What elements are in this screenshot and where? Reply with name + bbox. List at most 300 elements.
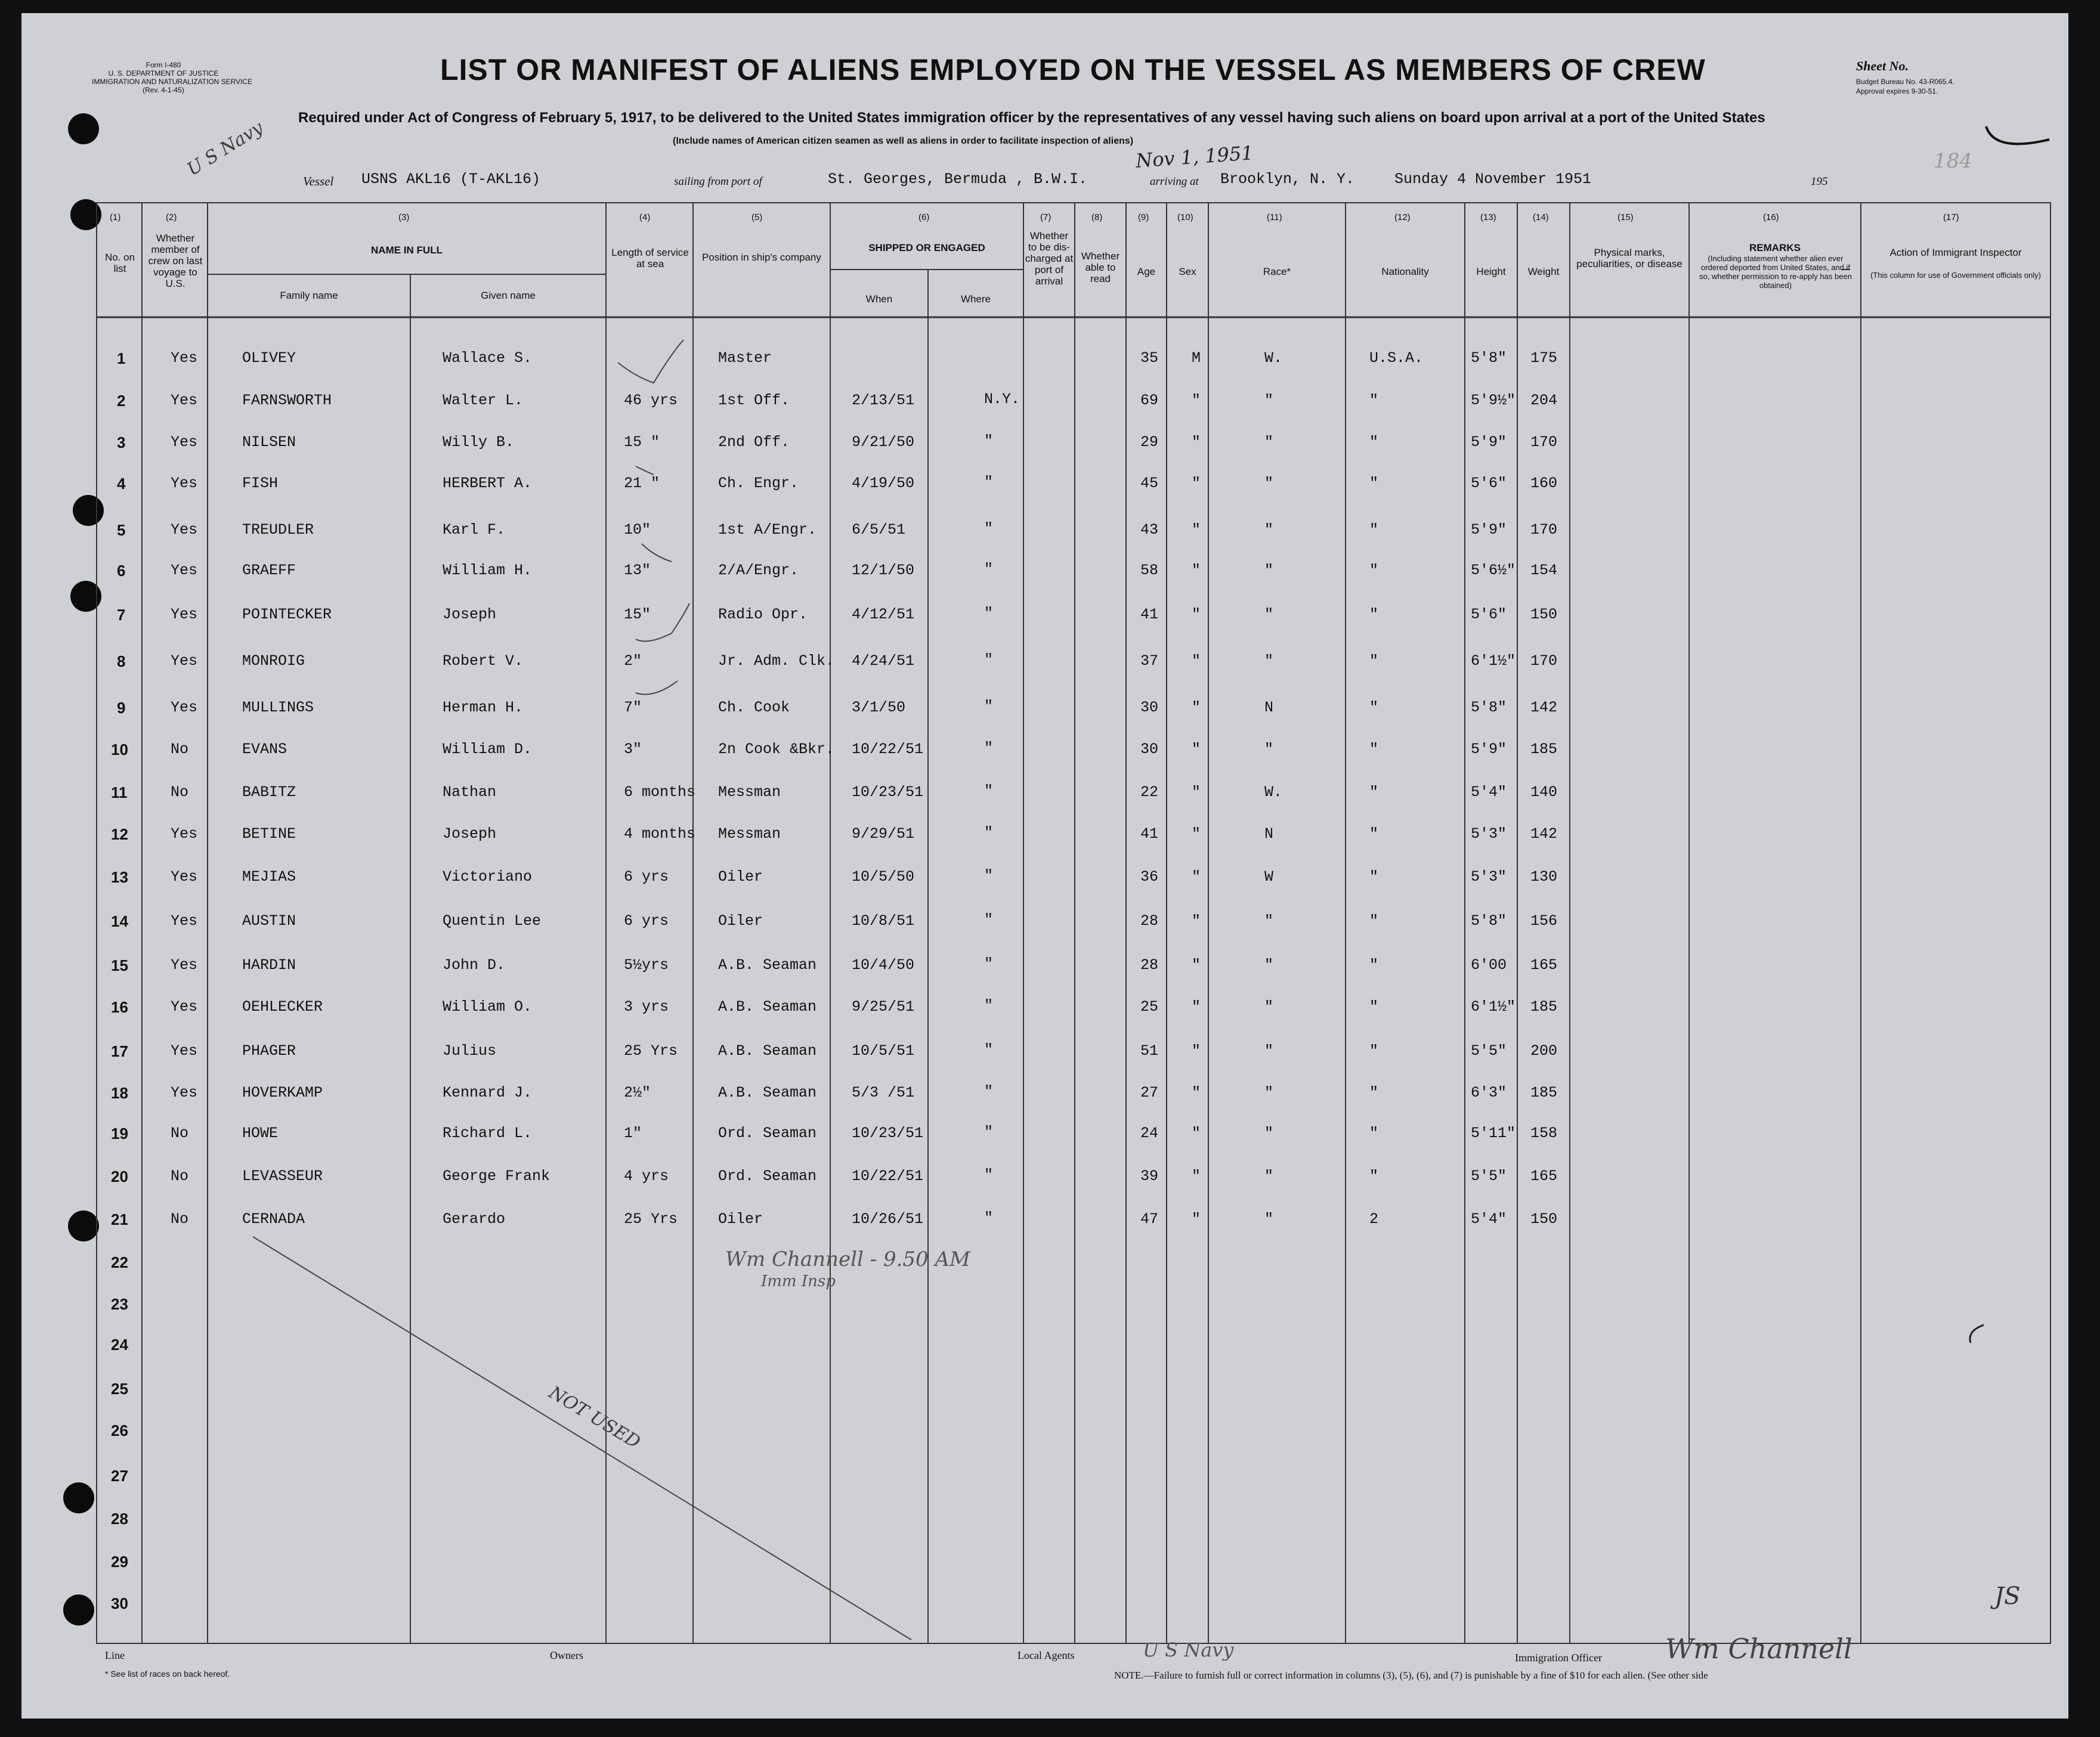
row-number: 19 [111,1125,128,1142]
row-given: George Frank [443,1168,550,1185]
row-service: 46 yrs [624,392,678,409]
column-lines [142,203,1861,1643]
row-number: 6 [117,562,126,580]
row-race: " [1264,392,1274,409]
row-age: 45 [1140,475,1159,492]
row-weight: 170 [1530,652,1558,670]
row-family: AUSTIN [242,912,296,930]
row-weight: 185 [1530,998,1558,1015]
row-when: 6/5/51 [852,521,906,538]
row-sex: M [1192,349,1201,367]
row-position: Ch. Engr. [718,475,799,492]
row-given: William D. [443,741,533,758]
row-member: Yes [171,1042,198,1060]
row-when: 10/22/51 [852,1168,924,1185]
budget-line-1: Budget Bureau No. 43-R065.4. [1856,78,1954,86]
row-nat: " [1369,741,1379,758]
row-family: POINTECKER [242,606,332,623]
row-when: 4/24/51 [852,652,915,670]
row-nat: " [1369,652,1379,670]
row-weight: 150 [1530,606,1558,623]
row-given: Herman H. [443,699,524,716]
vessel-label: Vessel [303,174,334,188]
row-where: " [984,1041,994,1058]
row-position: Ord. Seaman [718,1168,817,1185]
row-service: 25 Yrs [624,1210,678,1228]
row-position: Oiler [718,1210,763,1228]
row-when: 9/25/51 [852,998,915,1015]
row-member: No [171,1168,189,1185]
row-position: 1st A/Engr. [718,521,817,538]
row-member: Yes [171,521,198,538]
signature-note: Wm Channell - 9.50 AM [725,1247,970,1271]
row-member: Yes [171,349,198,367]
row-position: Messman [718,825,781,843]
col-num-11: (11) [1267,212,1282,222]
row-nat: " [1369,392,1379,409]
footer-officer-label: Immigration Officer [1515,1652,1603,1664]
row-number: 12 [111,825,128,843]
row-when: 10/5/51 [852,1042,915,1060]
header-age: Age [1137,266,1156,277]
row-given: Gerardo [443,1210,506,1228]
row-race: " [1264,956,1274,974]
note-line: (Include names of American citizen seamen as well as aliens in order to facilitate inspection of aliens) [673,136,1134,146]
row-family: CERNADA [242,1210,305,1228]
row-when: 2/13/51 [852,392,915,409]
row-age: 28 [1140,912,1159,930]
row-position: A.B. Seaman [718,998,817,1015]
row-where: " [984,782,994,800]
row-height: 6'1½" [1471,998,1516,1015]
col-num-12: (12) [1394,212,1411,222]
row-position: A.B. Seaman [718,956,817,974]
year-suffix: 195 [1811,175,1828,188]
row-position: Jr. Adm. Clk. [718,652,835,670]
row-race: " [1264,521,1274,538]
header-physical: Physical marks, peculiarities, or disease [1576,247,1683,270]
row-race: " [1264,912,1274,930]
row-when: 10/23/51 [852,1125,924,1142]
row-service: 1" [624,1125,642,1142]
margin-note: U S Navy [183,117,267,181]
header-name-in-full: NAME IN FULL [371,244,443,256]
row-nat: " [1369,998,1379,1015]
row-age: 25 [1140,998,1159,1015]
row-given: William O. [443,998,533,1015]
row-member: Yes [171,562,198,579]
footer-line-label: Line [105,1649,125,1661]
row-member: Yes [171,998,198,1015]
footer-races-note: * See list of races on back hereof. [105,1669,230,1679]
form-subtitle: Required under Act of Congress of February 5, 1917, to be delivered to the United States immigration officer by the representatives of any vessel having such aliens on board upon arrival at a port of the United States [298,110,1765,126]
row-where: " [984,698,994,715]
row-height: 5'9½" [1471,392,1516,409]
row-age: 58 [1140,562,1159,579]
corner-check-mark [1986,126,2049,144]
row-height: 5'3" [1471,825,1507,843]
row-service: 3 yrs [624,998,669,1015]
row-sex: " [1192,521,1201,538]
row-when: 10/22/51 [852,741,924,758]
row-race: W. [1264,784,1283,801]
row-number: 9 [117,699,126,717]
row-member: Yes [171,434,198,451]
row-height: 5'8" [1471,349,1507,367]
row-weight: 150 [1530,1210,1558,1228]
row-race: " [1264,1042,1274,1060]
col-num-6: (6) [918,212,930,222]
row-number: 10 [111,741,128,758]
row-age: 27 [1140,1084,1159,1101]
row-number: 13 [111,868,128,886]
row-where: " [984,1083,994,1100]
row-number: 3 [117,434,126,451]
row-age: 30 [1140,741,1159,758]
date-value: Sunday 4 November 1951 [1394,171,1592,188]
row-race: " [1264,1125,1274,1142]
row-number: 18 [111,1084,128,1102]
row-family: BABITZ [242,784,296,801]
row-number: 17 [111,1042,128,1060]
row-number: 1 [117,349,126,367]
row-service: 21 " [624,475,660,492]
row-age: 28 [1140,956,1159,974]
row-age: 24 [1140,1125,1159,1142]
row-sex: " [1192,784,1201,801]
header-sex: Sex [1179,266,1196,277]
row-nat: " [1369,606,1379,623]
row-weight: 158 [1530,1125,1558,1142]
row-race: " [1264,652,1274,670]
row-sex: " [1192,1168,1201,1185]
row-family: OEHLECKER [242,998,323,1015]
row-when: 4/12/51 [852,606,915,623]
row-sex: " [1192,562,1201,579]
signature-note-2: Imm Insp [761,1272,836,1290]
revision: (Rev. 4-1-45) [143,86,184,94]
row-where: " [984,1166,994,1184]
row-weight: 140 [1530,784,1558,801]
row-family: HOVERKAMP [242,1084,323,1101]
row-race: " [1264,741,1274,758]
row-family: FARNSWORTH [242,392,332,409]
row-age: 41 [1140,606,1159,623]
row-position: 1st Off. [718,392,790,409]
row-given: Joseph [443,825,497,843]
form-number: Form I-480 [146,61,181,69]
row-position: Messman [718,784,781,801]
department: U. S. DEPARTMENT OF JUSTICE [108,69,219,78]
row-number: 23 [111,1295,128,1313]
row-height: 5'3" [1471,868,1507,885]
header-remarks-note: (Including statement whether alien ever ordered deported from United States, and if so, whether permission to re-apply has been obtained) [1699,254,1852,290]
header-remarks: REMARKS [1749,242,1801,253]
row-race: " [1264,606,1274,623]
row-number: 22 [111,1253,128,1271]
header-shipped: SHIPPED OR ENGAGED [868,242,985,253]
row-member: Yes [171,868,198,885]
row-service: 6 yrs [624,868,669,885]
row-where: " [984,1209,994,1227]
header-action: Action of Immigrant Inspector [1889,247,2022,258]
col-num-17: (17) [1943,212,1959,222]
row-height: 5'8" [1471,699,1507,716]
col-num-16: (16) [1763,212,1779,222]
row-sex: " [1192,1084,1201,1101]
row-nat: " [1369,434,1379,451]
row-given: Julius [443,1042,497,1060]
row-number: 30 [111,1594,128,1612]
row-age: 51 [1140,1042,1159,1060]
row-when: 10/8/51 [852,912,915,930]
row-family: FISH [242,475,279,492]
col-num-9: (9) [1138,212,1149,222]
row-nat: U.S.A. [1369,349,1424,367]
row-nat: " [1369,825,1379,843]
row-family: HARDIN [242,956,296,974]
arriving-value: Brooklyn, N. Y. [1220,171,1355,188]
row-age: 37 [1140,652,1159,670]
row-given: Wallace S. [443,349,533,367]
row-height: 5'5" [1471,1168,1507,1185]
row-age: 47 [1140,1210,1159,1228]
row-nat: " [1369,912,1379,930]
row-race: " [1264,1084,1274,1101]
row-member: Yes [171,699,198,716]
row-where: " [984,911,994,928]
row-height: 5'11" [1471,1125,1516,1142]
row-sex: " [1192,1042,1201,1060]
row-position: Radio Opr. [718,606,808,623]
row-where: " [984,1123,994,1141]
footer-note: NOTE.—Failure to furnish full or correct information in columns (3), (5), (6), and (7) is punishable by a fine of $10 for each alien. (See other side [1114,1670,1708,1681]
row-race: N [1264,699,1274,716]
row-height: 5'9" [1471,434,1507,451]
header-family-name: Family name [280,290,338,301]
row-nat: " [1369,1084,1379,1101]
row-weight: 170 [1530,521,1558,538]
footer-owners-label: Owners [550,1649,583,1661]
row-position: Oiler [718,868,763,885]
row-given: Richard L. [443,1125,533,1142]
row-number: 8 [117,652,126,670]
row-family: GRAEFF [242,562,296,579]
row-sex: " [1192,1210,1201,1228]
row-where: " [984,561,994,578]
row-given: Joseph [443,606,497,623]
row-service: 4 months [624,825,696,843]
col-num-10: (10) [1177,212,1193,222]
row-sex: " [1192,392,1201,409]
row-service: 4 yrs [624,1168,669,1185]
row-position: A.B. Seaman [718,1042,817,1060]
manifest-sheet [21,13,2068,1719]
row-number: 16 [111,998,128,1016]
row-weight: 130 [1530,868,1558,885]
row-height: 5'4" [1471,1210,1507,1228]
row-family: MEJIAS [242,868,296,885]
row-where: " [984,651,994,668]
row-family: PHAGER [242,1042,296,1060]
row-member: Yes [171,475,198,492]
header-where: Where [960,293,991,305]
row-given: William H. [443,562,533,579]
row-height: 5'6" [1471,606,1507,623]
row-number: 24 [111,1336,128,1354]
row-member: No [171,784,189,801]
row-service: 15 " [624,434,660,451]
row-where: " [984,473,994,491]
row-position: Ord. Seaman [718,1125,817,1142]
row-age: 43 [1140,521,1159,538]
row-race: " [1264,434,1274,451]
row-sex: " [1192,998,1201,1015]
service-name: IMMIGRATION AND NATURALIZATION SERVICE [92,78,253,86]
footer-agents-label: Local Agents [1017,1649,1075,1661]
row-family: BETINE [242,825,296,843]
header-nationality: Nationality [1381,266,1429,277]
row-family: MULLINGS [242,699,314,716]
header-action-note: (This column for use of Government officials only) [1870,271,2041,280]
row-age: 36 [1140,868,1159,885]
row-nat: " [1369,521,1379,538]
col-num-8: (8) [1091,212,1103,222]
row-family: MONROIG [242,652,305,670]
row-number: 26 [111,1422,128,1439]
row-nat: " [1369,1168,1379,1185]
sailing-label: sailing from port of [674,175,762,188]
col-num-5: (5) [751,212,763,222]
row-age: 69 [1140,392,1159,409]
row-weight: 142 [1530,699,1558,716]
row-number: 4 [117,475,126,493]
row-weight: 175 [1530,349,1558,367]
row-number: 7 [117,606,126,624]
row-where: " [984,605,994,622]
row-height: 5'9" [1471,741,1507,758]
arriving-label: arriving at [1150,175,1199,188]
header-race: Race* [1263,266,1291,277]
row-number: 29 [111,1553,128,1571]
row-nat: " [1369,956,1379,974]
row-race: " [1264,1168,1274,1185]
row-weight: 160 [1530,475,1558,492]
row-given: John D. [443,956,506,974]
vessel-value: USNS AKL16 (T-AKL16) [361,171,541,188]
row-nat: " [1369,1125,1379,1142]
row-service: 5½yrs [624,956,669,974]
row-service: 13" [624,562,651,579]
row-height: 5'4" [1471,784,1507,801]
row-age: 35 [1140,349,1159,367]
row-race: " [1264,1210,1274,1228]
row-number: 27 [111,1467,128,1485]
row-given: HERBERT A. [443,475,533,492]
row-family: HOWE [242,1125,279,1142]
row-sex: " [1192,1125,1201,1142]
header-position: Position in ship's company [702,252,821,263]
row-family: EVANS [242,741,287,758]
row-member: Yes [171,392,198,409]
row-when: 10/23/51 [852,784,924,801]
row-when: 10/5/50 [852,868,915,885]
row-when: 10/4/50 [852,956,915,974]
row-position: Oiler [718,912,763,930]
footer-officer-value: Wm Channell [1665,1633,1852,1665]
header-discharged: Whether to be dis-charged at port of arrival [1025,230,1074,287]
row-nat: " [1369,1042,1379,1060]
row-sex: " [1192,868,1201,885]
row-position: 2/A/Engr. [718,562,799,579]
row-position: Ch. Cook [718,699,790,716]
row-position: 2n Cook &Bkr. [718,741,835,758]
row-age: 22 [1140,784,1159,801]
row-family: TREUDLER [242,521,314,538]
sailing-value: St. Georges, Bermuda , B.W.I. [828,171,1088,188]
row-service: 7" [624,699,642,716]
row-age: 29 [1140,434,1159,451]
row-member: No [171,741,189,758]
row-nat: " [1369,699,1379,716]
row-height: 5'6½" [1471,562,1516,579]
sheet-number: 184 [1934,149,1972,173]
row-race: N [1264,825,1274,843]
row-nat: 2 [1369,1210,1379,1228]
row-member: Yes [171,606,198,623]
row-service: 3" [624,741,642,758]
row-when: 10/26/51 [852,1210,924,1228]
col-num-7: (7) [1040,212,1051,222]
row-height: 5'5" [1471,1042,1507,1060]
row-weight: 156 [1530,912,1558,930]
page-title: LIST OR MANIFEST OF ALIENS EMPLOYED ON THE VESSEL AS MEMBERS OF CREW [440,53,1706,86]
row-weight: 200 [1530,1042,1558,1060]
col-num-1: (1) [110,212,121,222]
sheet-label: Sheet No. [1856,58,1909,73]
row-height: 5'6" [1471,475,1507,492]
row-sex: " [1192,741,1201,758]
row-age: 41 [1140,825,1159,843]
row-when: 3/1/50 [852,699,906,716]
row-when: 4/19/50 [852,475,915,492]
row-age: 39 [1140,1168,1159,1185]
row-service: 2" [624,652,642,670]
row-member: Yes [171,956,198,974]
row-sex: " [1192,956,1201,974]
row-member: No [171,1125,189,1142]
footer-agents-value: U S Navy [1143,1639,1234,1661]
row-height: 6'3" [1471,1084,1507,1101]
row-height: 6'00 [1471,956,1507,974]
row-family: LEVASSEUR [242,1168,323,1185]
row-weight: 165 [1530,956,1558,974]
row-position: A.B. Seaman [718,1084,817,1101]
row-when: 9/21/50 [852,434,915,451]
header-when: When [865,293,893,305]
row-weight: 142 [1530,825,1558,843]
not-used-note: NOT USED [545,1382,644,1453]
col-num-2: (2) [166,212,177,222]
col-num-14: (14) [1533,212,1549,222]
row-number: 14 [111,912,128,930]
row-given: Willy B. [443,434,515,451]
row-family: NILSEN [242,434,296,451]
row-age: 30 [1140,699,1159,716]
row-given: Robert V. [443,652,524,670]
row-given: Quentin Lee [443,912,542,930]
row-weight: 165 [1530,1168,1558,1185]
